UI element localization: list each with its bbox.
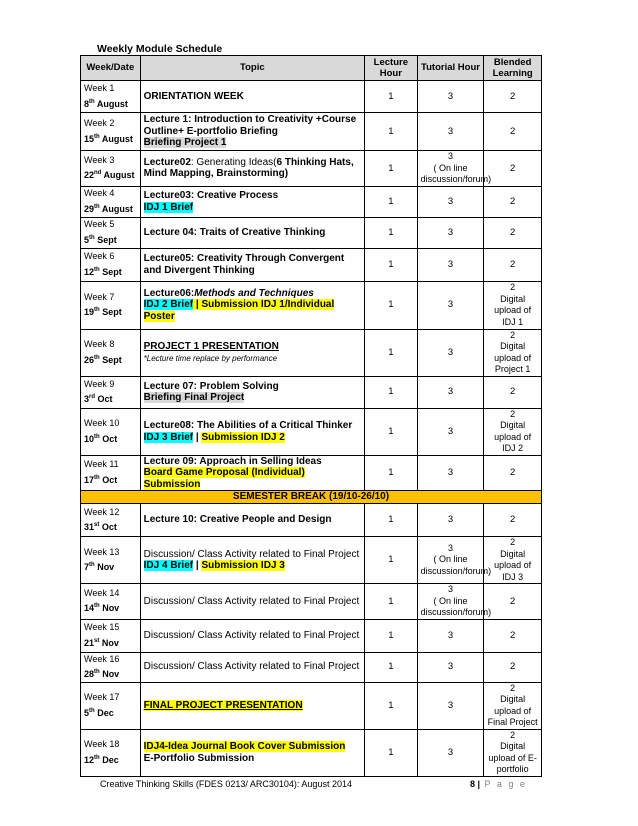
topic-cell: Lecture 04: Traits of Creative Thinking — [140, 217, 364, 248]
semester-break-row — [81, 491, 542, 504]
lecture-hours: 1 — [365, 376, 418, 408]
tutorial-hours: 3 — [417, 619, 484, 652]
table-row — [81, 652, 542, 682]
header-blended: Blended Learning — [484, 56, 542, 81]
tutorial-hours: 3 — [417, 682, 484, 729]
tutorial-hours: 3 — [417, 217, 484, 248]
blended-hours: 2 — [484, 81, 542, 113]
week-cell: Week 2 15th August — [81, 113, 141, 151]
topic-cell: Lecture 10: Creative People and Design — [140, 504, 364, 537]
topic-cell: Lecture06:Methods and Techniques IDJ 2 Brief | Submission IDJ 1/Individual Poster — [140, 281, 364, 329]
week-cell: Week 14 14th Nov — [81, 584, 141, 620]
blended-hours: 2 Digital upload of IDJ 3 — [484, 537, 542, 584]
semester-break-label: SEMESTER BREAK (19/10-26/10) — [81, 491, 542, 504]
header-tutorial: Tutorial Hour — [417, 56, 484, 81]
lecture-hours: 1 — [365, 455, 418, 491]
table-row — [81, 81, 542, 113]
lecture-hours: 1 — [365, 217, 418, 248]
lecture-hours: 1 — [365, 408, 418, 455]
lecture-hours: 1 — [365, 186, 418, 217]
week-cell: Week 4 29th August — [81, 186, 141, 217]
week-cell: Week 10 10th Oct — [81, 408, 141, 455]
topic-cell: FINAL PROJECT PRESENTATION — [140, 682, 364, 729]
header-lecture: Lecture Hour — [365, 56, 418, 81]
footer-course-text: Creative Thinking Skills (FDES 0213/ ARC30104): August 2014 — [100, 779, 352, 789]
lecture-hours: 1 — [365, 729, 418, 776]
week-cell: Week 15 21st Nov — [81, 619, 141, 652]
tutorial-hours: 3 — [417, 329, 484, 376]
blended-hours: 2 Digital upload of IDJ 2 — [484, 408, 542, 455]
tutorial-hours: 3 ( On line discussion/forum) — [417, 537, 484, 584]
tutorial-hours: 3 — [417, 408, 484, 455]
tutorial-hours: 3 — [417, 186, 484, 217]
blended-hours: 2 Digital upload of Final Project — [484, 682, 542, 729]
tutorial-hours: 3 — [417, 652, 484, 682]
lecture-hours: 1 — [365, 151, 418, 187]
topic-cell: Lecture05: Creativity Through Convergent and Divergent Thinking — [140, 248, 364, 281]
tutorial-hours: 3 — [417, 81, 484, 113]
blended-hours: 2 — [484, 652, 542, 682]
lecture-hours: 1 — [365, 113, 418, 151]
topic-cell: Lecture 1: Introduction to Creativity +Course Outline+ E-portfolio Briefing Briefing Project 1 — [140, 113, 364, 151]
table-row — [81, 248, 542, 281]
blended-hours: 2 — [484, 376, 542, 408]
blended-hours: 2 Digital upload of IDJ 1 — [484, 281, 542, 329]
week-cell: Week 5 5th Sept — [81, 217, 141, 248]
tutorial-hours: 3 — [417, 248, 484, 281]
blended-hours: 2 — [484, 584, 542, 620]
blended-hours: 2 — [484, 113, 542, 151]
blended-hours: 2 — [484, 151, 542, 187]
blended-hours: 2 Digital upload of Project 1 — [484, 329, 542, 376]
topic-cell: Discussion/ Class Activity related to Final Project — [140, 619, 364, 652]
week-cell: Week 16 28th Nov — [81, 652, 141, 682]
table-header-row — [81, 56, 542, 81]
table-row — [81, 151, 542, 187]
week-cell: Week 11 17th Oct — [81, 455, 141, 491]
table-row — [81, 682, 542, 729]
topic-cell: Lecture03: Creative Process IDJ 1 Brief — [140, 186, 364, 217]
table-row — [81, 408, 542, 455]
blended-hours: 2 — [484, 186, 542, 217]
tutorial-hours: 3 — [417, 455, 484, 491]
tutorial-hours: 3 — [417, 729, 484, 776]
table-row — [81, 113, 542, 151]
blended-hours: 2 Digital upload of E-portfolio — [484, 729, 542, 776]
topic-cell: Discussion/ Class Activity related to Final Project — [140, 584, 364, 620]
week-cell: Week 12 31st Oct — [81, 504, 141, 537]
blended-hours: 2 — [484, 619, 542, 652]
table-row — [81, 376, 542, 408]
topic-cell: Discussion/ Class Activity related to Final Project IDJ 4 Brief | Submission IDJ 3 — [140, 537, 364, 584]
tutorial-hours: 3 — [417, 113, 484, 151]
tutorial-hours: 3 — [417, 376, 484, 408]
schedule-table — [80, 55, 542, 777]
blended-hours: 2 — [484, 455, 542, 491]
table-row — [81, 281, 542, 329]
page-number: 8 | P a g e — [470, 779, 527, 789]
week-cell: Week 17 5th Dec — [81, 682, 141, 729]
tutorial-hours: 3 — [417, 504, 484, 537]
topic-cell: Lecture 09: Approach in Selling Ideas Board Game Proposal (Individual) Submission — [140, 455, 364, 491]
table-row — [81, 217, 542, 248]
lecture-hours: 1 — [365, 537, 418, 584]
topic-cell: IDJ4-Idea Journal Book Cover Submission E-Portfolio Submission — [140, 729, 364, 776]
week-cell: Week 8 26th Sept — [81, 329, 141, 376]
lecture-hours: 1 — [365, 281, 418, 329]
topic-cell: PROJECT 1 PRESENTATION *Lecture time replace by performance — [140, 329, 364, 376]
tutorial-hours: 3 ( On line discussion/forum) — [417, 151, 484, 187]
table-row — [81, 729, 542, 776]
week-cell: Week 7 19th Sept — [81, 281, 141, 329]
table-row — [81, 329, 542, 376]
tutorial-hours: 3 — [417, 281, 484, 329]
lecture-hours: 1 — [365, 584, 418, 620]
table-row — [81, 619, 542, 652]
lecture-hours: 1 — [365, 81, 418, 113]
topic-cell: ORIENTATION WEEK — [140, 81, 364, 113]
blended-hours: 2 — [484, 248, 542, 281]
blended-hours: 2 — [484, 217, 542, 248]
week-cell: Week 13 7th Nov — [81, 537, 141, 584]
topic-cell: Lecture02: Generating Ideas(6 Thinking Hats, Mind Mapping, Brainstorming) — [140, 151, 364, 187]
week-cell: Week 9 3rd Oct — [81, 376, 141, 408]
blended-hours: 2 — [484, 504, 542, 537]
lecture-hours: 1 — [365, 652, 418, 682]
table-row — [81, 584, 542, 620]
lecture-hours: 1 — [365, 248, 418, 281]
page-title: Weekly Module Schedule — [97, 43, 223, 55]
week-cell: Week 18 12th Dec — [81, 729, 141, 776]
table-row — [81, 504, 542, 537]
header-topic: Topic — [140, 56, 364, 81]
topic-cell: Discussion/ Class Activity related to Final Project — [140, 652, 364, 682]
week-cell: Week 1 8th August — [81, 81, 141, 113]
topic-cell: Lecture08: The Abilities of a Critical Thinker IDJ 3 Brief | Submission IDJ 2 — [140, 408, 364, 455]
week-cell: Week 3 22nd August — [81, 151, 141, 187]
topic-cell: Lecture 07: Problem Solving Briefing Final Project — [140, 376, 364, 408]
lecture-hours: 1 — [365, 329, 418, 376]
header-week: Week/Date — [81, 56, 141, 81]
table-row — [81, 455, 542, 491]
table-row — [81, 186, 542, 217]
lecture-hours: 1 — [365, 504, 418, 537]
week-cell: Week 6 12th Sept — [81, 248, 141, 281]
tutorial-hours: 3 ( On line discussion/forum) — [417, 584, 484, 620]
table-row — [81, 537, 542, 584]
lecture-hours: 1 — [365, 682, 418, 729]
lecture-hours: 1 — [365, 619, 418, 652]
